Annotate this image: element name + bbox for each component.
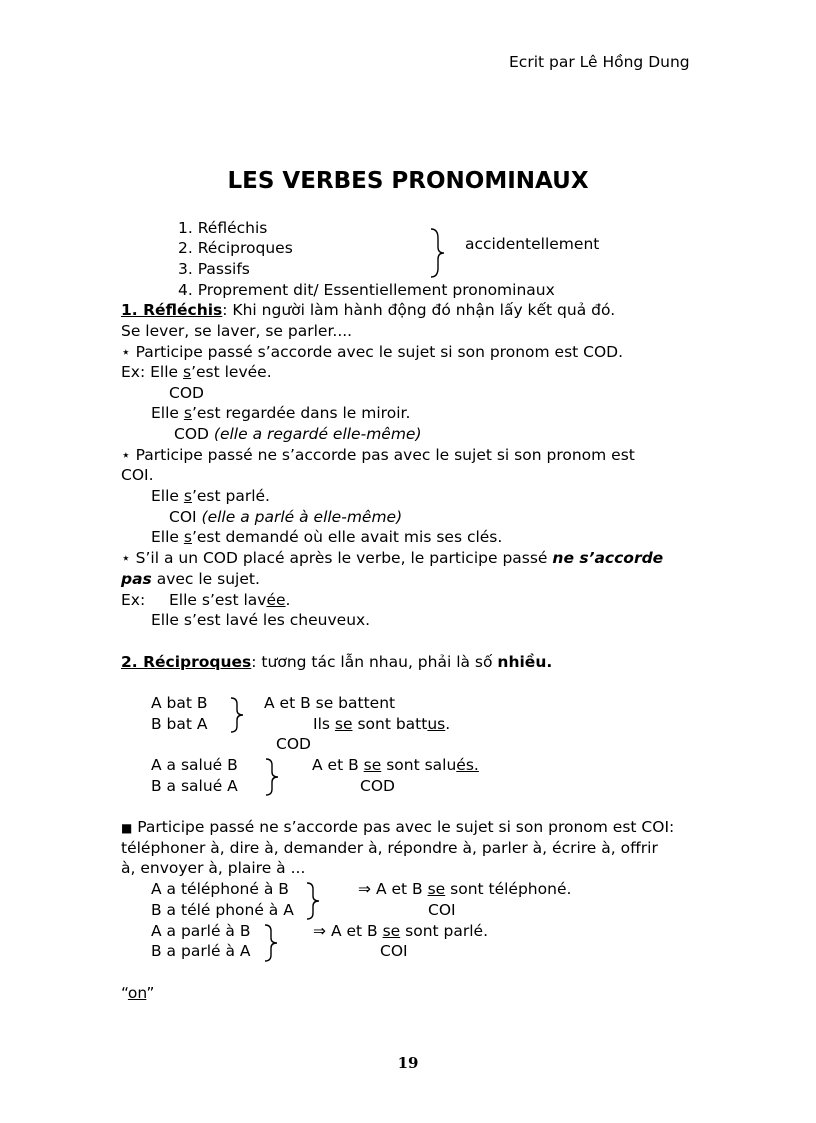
grammar-label: COD <box>169 384 204 402</box>
result-line: ⇒ A et B se sont téléphoné. <box>358 880 572 898</box>
example-line: B a télé phoné à A <box>151 901 294 919</box>
section-reciproques-heading: 2. Réciproques: tương tác lẫn nhau, phải là số nhiều. <box>121 653 553 671</box>
star-icon: ⋆ <box>121 446 131 464</box>
example-line: B bat A <box>151 715 208 733</box>
example-line: Ex: Elle s’est levée. <box>121 363 272 381</box>
example-line: A a téléphoné à B <box>151 880 289 898</box>
list-item: 4. Proprement dit/ Essentiellement pronominaux <box>178 281 555 299</box>
right-brace-icon <box>228 697 248 733</box>
result-line: ⇒ A et B se sont parlé. <box>313 922 488 940</box>
right-brace-icon <box>263 758 283 796</box>
example-line: Elle s’est parlé. <box>151 487 270 505</box>
rule-line: ⋆ Participe passé s’accorde avec le sujet si son pronom est COD. <box>121 343 624 361</box>
example-line: B a salué A <box>151 777 238 795</box>
rule-line-cont: téléphoner à, dire à, demander à, répondre à, parler à, écrire à, offrir <box>121 839 658 857</box>
example-line: B a parlé à A <box>151 942 251 960</box>
result-line: A et B se battent <box>264 694 396 712</box>
example-line: Elle s’est demandé où elle avait mis ses clés. <box>151 528 503 546</box>
author-header: Ecrit par Lê Hồng Dung <box>509 53 690 71</box>
grammar-label: COI <box>380 942 408 960</box>
section-reflechis-heading: 1. Réfléchis: Khi người làm hành động đó nhận lấy kết quả đó. <box>121 301 616 319</box>
right-brace-icon <box>262 924 282 962</box>
grammar-label: COI (elle a parlé à elle-même) <box>169 508 403 526</box>
grammar-label: COD <box>360 777 395 795</box>
page-number: 19 <box>397 1054 419 1072</box>
grammar-label: COD <box>276 735 311 753</box>
example-prefix: Ex: <box>121 591 146 609</box>
on-section-heading: “on” <box>121 984 155 1002</box>
examples-line: Se lever, se laver, se parler.... <box>121 322 353 340</box>
example-line: Elle s’est regardée dans le miroir. <box>151 404 411 422</box>
list-item: 3. Passifs <box>178 260 250 278</box>
result-line: A et B se sont salués. <box>312 756 479 774</box>
arrow-icon: ⇒ <box>313 922 326 940</box>
list-item: 2. Réciproques <box>178 239 293 257</box>
example-line: Elle s’est lavée. <box>169 591 291 609</box>
rule-line-cont: à, envoyer à, plaire à ... <box>121 859 306 877</box>
example-line: A bat B <box>151 694 208 712</box>
rule-line-cont: pas avec le sujet. <box>121 570 260 588</box>
rule-line: ⋆ Participe passé ne s’accorde pas avec le sujet si son pronom est <box>121 446 635 464</box>
arrow-icon: ⇒ <box>358 880 371 898</box>
example-line: Elle s’est lavé les cheuveux. <box>151 611 371 629</box>
grammar-label: COD (elle a regardé elle-même) <box>174 425 422 443</box>
star-icon: ⋆ <box>121 549 131 567</box>
example-line: A a parlé à B <box>151 922 251 940</box>
rule-line: ■ Participe passé ne s’accorde pas avec le sujet si son pronom est COI: <box>121 818 675 836</box>
square-icon: ■ <box>121 821 133 835</box>
result-line: Ils se sont battus. <box>313 715 451 733</box>
page-title: LES VERBES PRONOMINAUX <box>227 168 589 194</box>
grammar-label: COI <box>428 901 456 919</box>
list-item: 1. Réfléchis <box>178 219 268 237</box>
rule-line-cont: COI. <box>121 466 154 484</box>
right-brace-icon <box>428 228 448 278</box>
right-brace-icon <box>304 882 324 920</box>
rule-line: ⋆ S’il a un COD placé après le verbe, le participe passé ne s’accorde <box>121 549 664 567</box>
brace-label: accidentellement <box>465 235 600 253</box>
star-icon: ⋆ <box>121 343 131 361</box>
example-line: A a salué B <box>151 756 238 774</box>
